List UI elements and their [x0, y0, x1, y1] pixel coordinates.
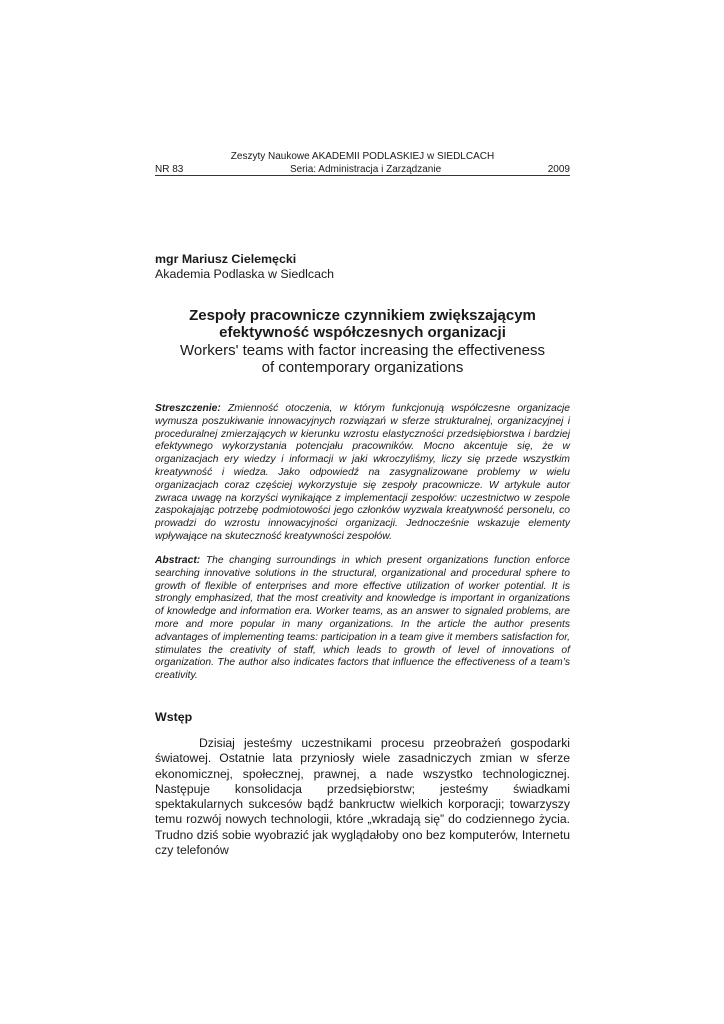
title-english-line2: of contemporary organizations: [261, 358, 464, 376]
author-name: mgr Mariusz Cielemęcki: [155, 252, 297, 266]
streszczenie-text: Zmienność otoczenia, w którym funkcjonują współczesne organizacje wymusza poszukiwanie innowacyjnych rozwiązań w sferze strukturalnej, organizacyjnej i proceduralnej zmierzających w kierunku wzrostu elastyczności przedsiębiorstwa i bardziej efektywnego wykorzystania potencjału pracowników. Mocno akcentuje się, że w organizacjach ery wiedzy i informacji w jaki wkroczyliśmy, liczy się przede wszystkim kreatywność i wiedza. Jako odpowiedź na zasygnalizowane problemy w wielu organizacjach coraz częściej wykorzystuje się zespoły pracownicze. W artykule autor zwraca uwagę na korzyści wynikające z implementacji zespołów: uczestnictwo w zespole zaspokajając potrzebę podmiotowości jego członków wyzwala kreatywność personelu, co prowadzi do wzrostu innowacyjności organizacji. Jednocześnie wskazuje elementy wpływające na skuteczność kreatywności zespołów.: [155, 403, 570, 542]
header-rule: [155, 175, 570, 176]
series-name: Seria: Administracja i Zarządzanie: [289, 164, 442, 175]
title-polish-line2: efektywność współczesnych organizacji: [219, 324, 506, 342]
year: 2009: [547, 164, 570, 175]
polish-abstract: [155, 403, 570, 544]
running-header: [155, 150, 570, 176]
english-abstract: [155, 555, 570, 683]
section-heading: Wstęp: [155, 710, 193, 724]
article-title: [155, 307, 570, 376]
streszczenie-label: Streszczenie:: [155, 403, 221, 414]
author-block: [155, 252, 334, 282]
intro-paragraph: Dzisiaj jesteśmy uczestnikami procesu przeobrażeń gospodarki światowej. Ostatnie lata przyniosły wiele zasadniczych zmian w sferze ekonomicznej, społecznej, prawnej, a nade wszystko technologicznej. Następuje konsolidacja przedsiębiorstw; jesteśmy świadkami spektakularnych sukcesów bądź bankructw wielkich korporacji; towarzyszy temu rozwój nowych technologii, które „wkradają się” do codziennego życia. Trudno dziś sobie wyobrazić jak wyglądałoby ono bez komputerów, Internetu czy telefonów: [155, 736, 570, 858]
issue-number: NR 83: [155, 164, 184, 175]
title-polish-line1: Zespoły pracownicze czynnikiem zwiększającym: [189, 307, 536, 324]
title-english-line1: Workers' teams with factor increasing the effectiveness: [180, 341, 545, 359]
abstract-text: The changing surroundings in which present organizations function enforce searching innovative solutions in the structural, organizational and procedural sphere to growth of flexible of enterprises and more effective utilization of worker potential. It is strongly emphasized, that the most creativity and knowledge is important in organizations of knowledge and information era. Worker teams, as an answer to signaled problems, are more and more popular in many organizations. In the article the author presents advantages of implementing teams: participation in a team give it members satisfaction for, stimulates the creativity of staff, which leads to growth of level of innovations of organization. The author also indicates factors that influence the effectiveness of a team’s creativity.: [155, 555, 570, 682]
author-affiliation: Akademia Podlaska w Siedlcach: [155, 267, 335, 281]
journal-name: Zeszyty Naukowe AKADEMII PODLASKIEJ w SIEDLCACH: [230, 151, 495, 162]
abstract-label: Abstract:: [155, 555, 201, 566]
